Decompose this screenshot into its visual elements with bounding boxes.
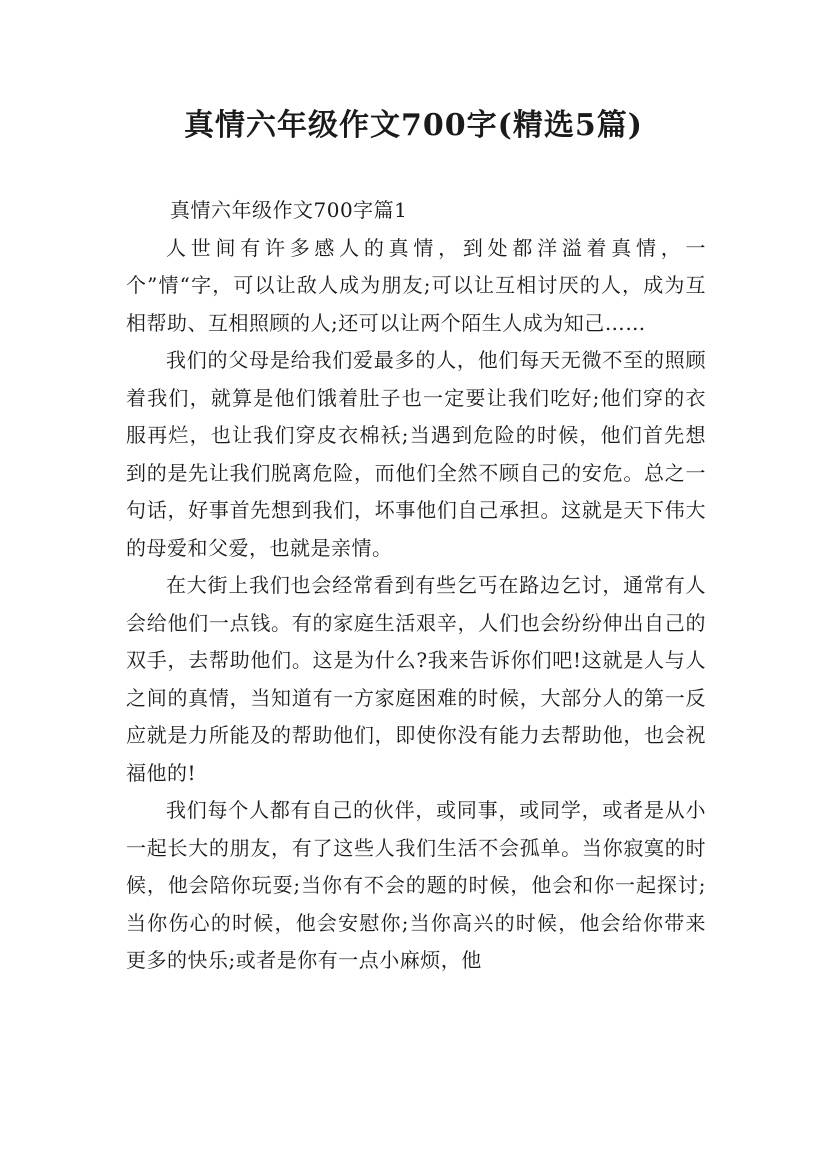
paragraph-4: 我们每个人都有自己的伙伴，或同事，或同学，或者是从小一起长大的朋友，有了这些人我们生活不会孤单。当你寂寞的时候，他会陪你玩耍;当你有不会的题的时候，他会和你一起探讨;当你伤心的时候，他会安慰你;当你高兴的时候，他会给你带来更多的快乐;或者是你有一点小麻烦，他: [126, 798, 706, 972]
paragraph-3: 在大街上我们也会经常看到有些乞丐在路边乞讨，通常有人会给他们一点钱。有的家庭生活艰辛，人们也会纷纷伸出自己的双手，去帮助他们。这是为什么?我来告诉你们吧!这就是人与人之间的真情，当知道有一方家庭困难的时候，大部分人的第一反应就是力所能及的帮助他们，即使你没有能力去帮助他，也会祝福他的!: [126, 573, 706, 785]
document-body: [126, 192, 706, 980]
paragraph-2: 我们的父母是给我们爱最多的人，他们每天无微不至的照顾着我们，就算是他们饿着肚子也一定要让我们吃好;他们穿的衣服再烂，也让我们穿皮衣棉袄;当遇到危险的时候，他们首先想到的是先让我们脱离危险，而他们全然不顾自己的安危。总之一句话，好事首先想到我们，坏事他们自己承担。这就是天下伟大的母爱和父爱，也就是亲情。: [126, 348, 706, 560]
paragraph-1: 人世间有许多感人的真情，到处都洋溢着真情，一个”情“字，可以让敌人成为朋友;可以让互相讨厌的人，成为互相帮助、互相照顾的人;还可以让两个陌生人成为知己……: [126, 235, 706, 335]
section-heading: 真情六年级作文700字篇1: [170, 198, 408, 222]
document-title: 真情六年级作文700字(精选5篇): [184, 108, 643, 143]
